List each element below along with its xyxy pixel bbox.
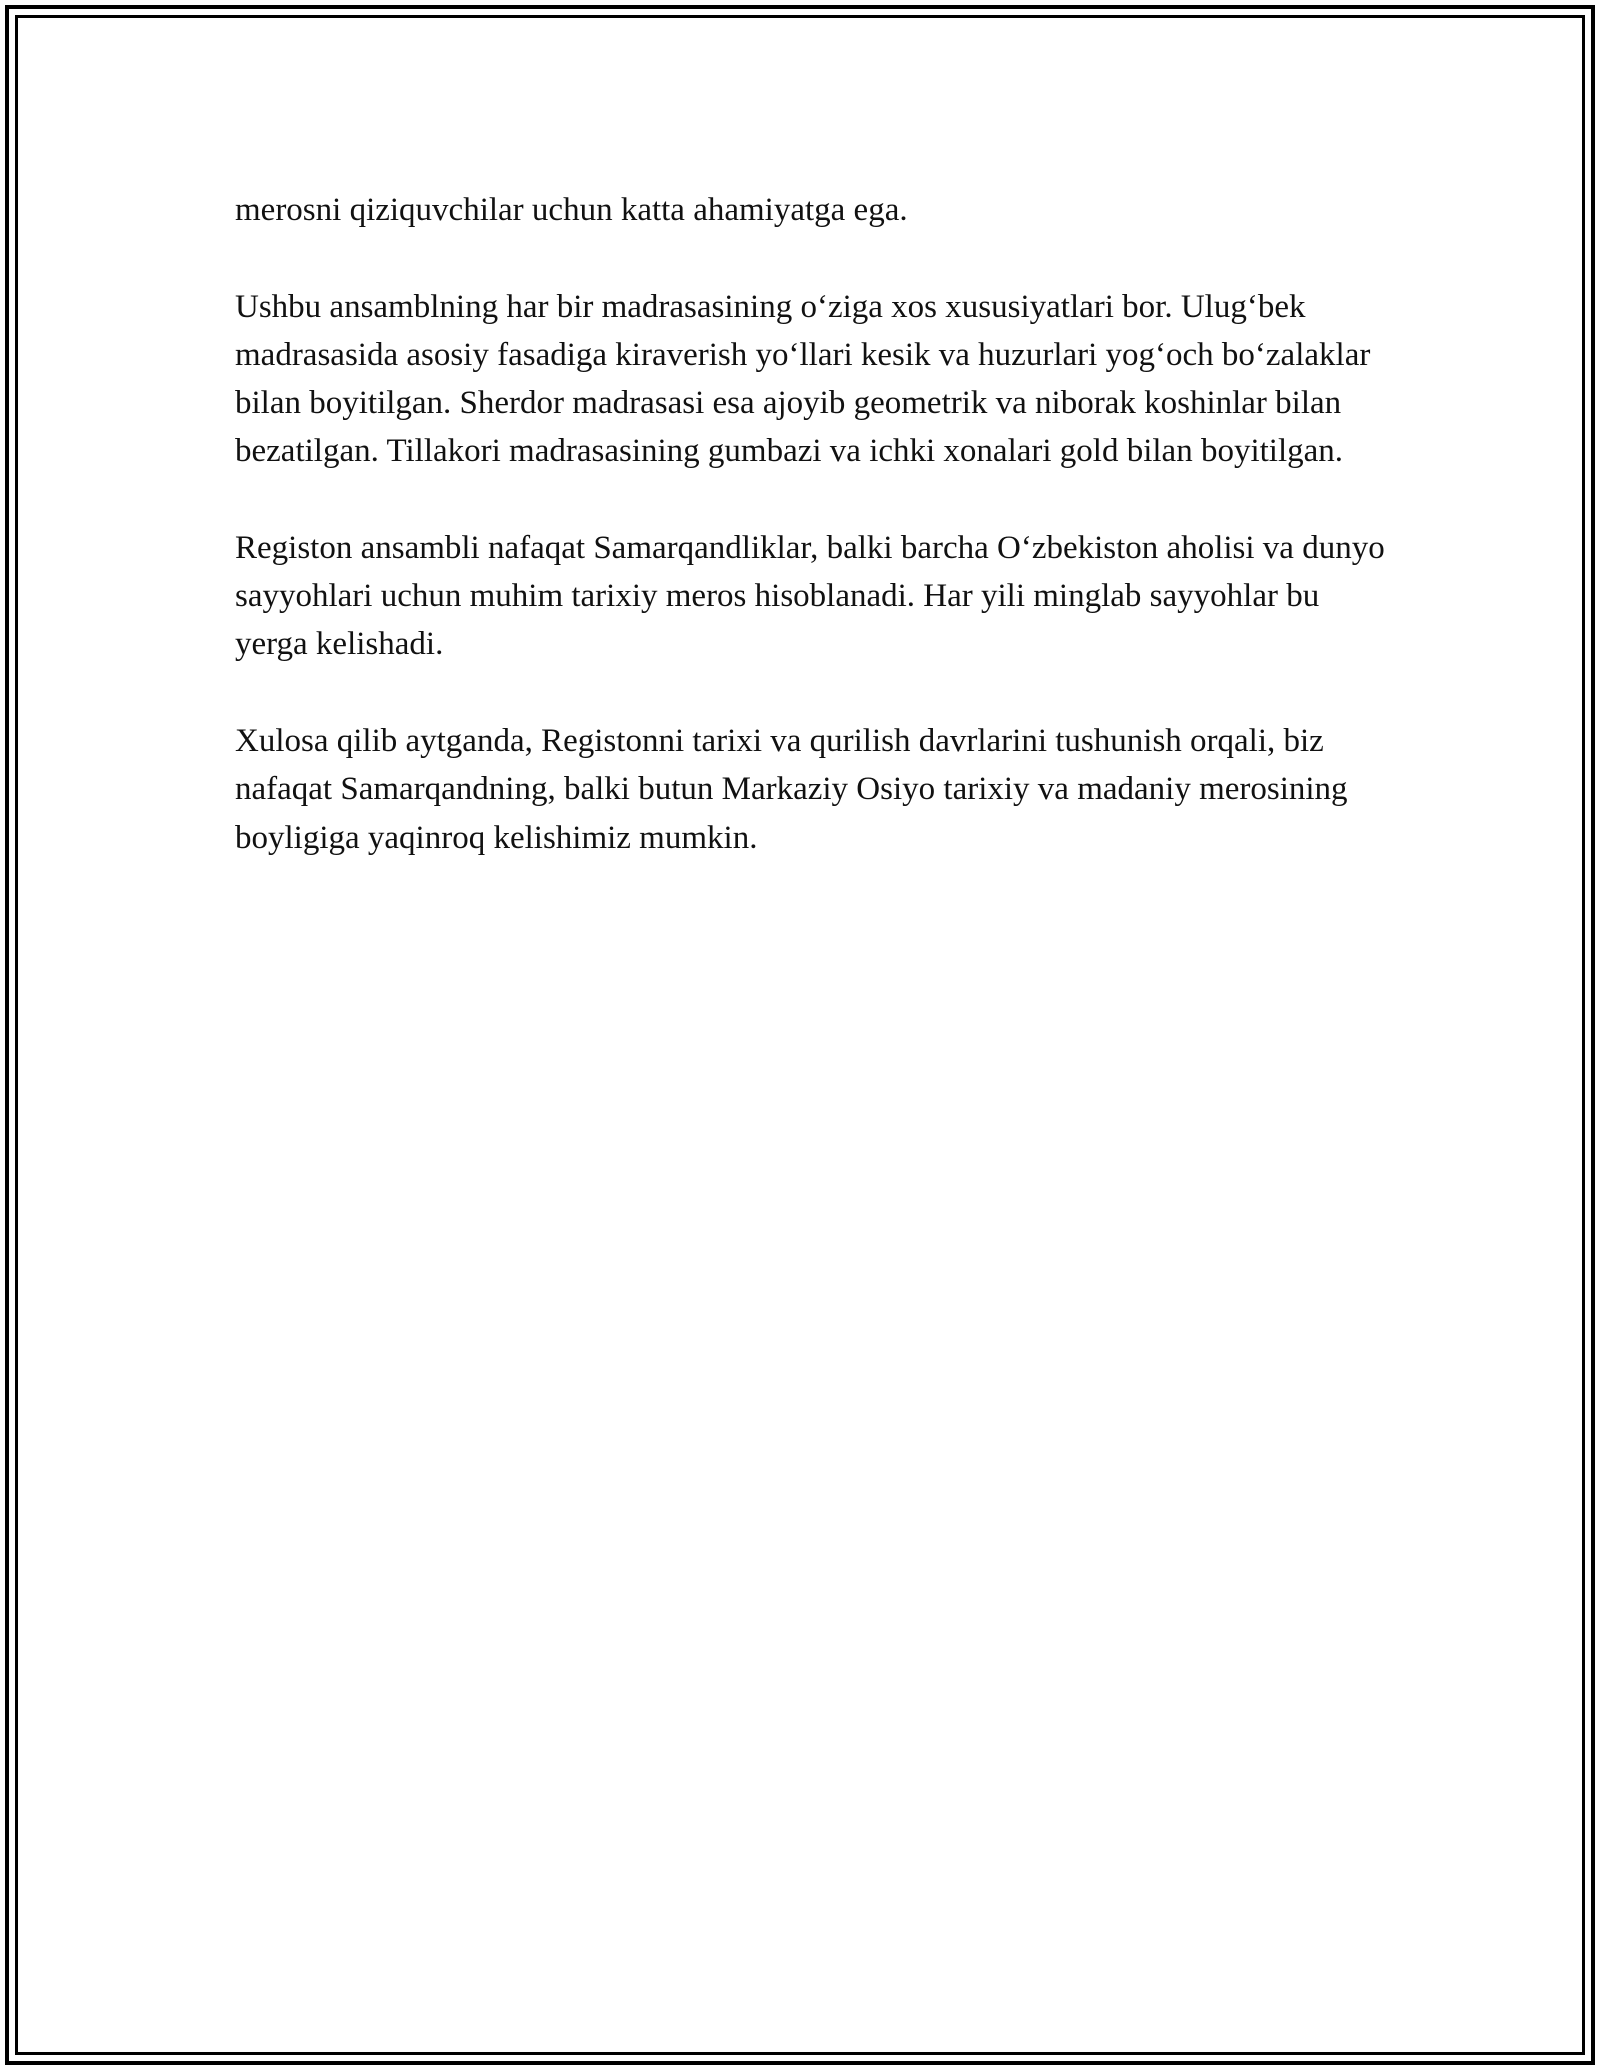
paragraph-continuation: merosni qiziquvchilar uchun katta ahamiyatga ega.	[235, 192, 908, 228]
document-body	[235, 186, 1385, 910]
paragraph-heritage: Registon ansambli nafaqat Samarqandliklar, balki barcha O‘zbekiston aholisi va dunyo sayyohlari uchun muhim tarixiy meros hisoblanadi. Har yili minglab sayyohlar bu yerga kelishadi.	[235, 530, 1385, 663]
paragraph-conclusion: Xulosa qilib aytganda, Registonni tarixi va qurilish davrlarini tushunish orqali, biz nafaqat Samarqandning, balki butun Markaziy Osiyo tarixiy va madaniy merosining boyligiga yaqinroq kelishimiz mumkin.	[235, 723, 1348, 856]
paragraph-madrasas: Ushbu ansamblning har bir madrasasining o‘ziga xos xususiyatlari bor. Ulug‘bek madrasasida asosiy fasadiga kiraverish yo‘llari kesik va huzurlari yog‘och bo‘zalaklar bilan boyitilgan. Sherdor madrasasi esa ajoyib geometrik va niborak koshinlar bilan bezatilgan. Tillakori madrasasining gumbazi va ichki xonalari gold bilan boyitilgan.	[235, 288, 1371, 470]
